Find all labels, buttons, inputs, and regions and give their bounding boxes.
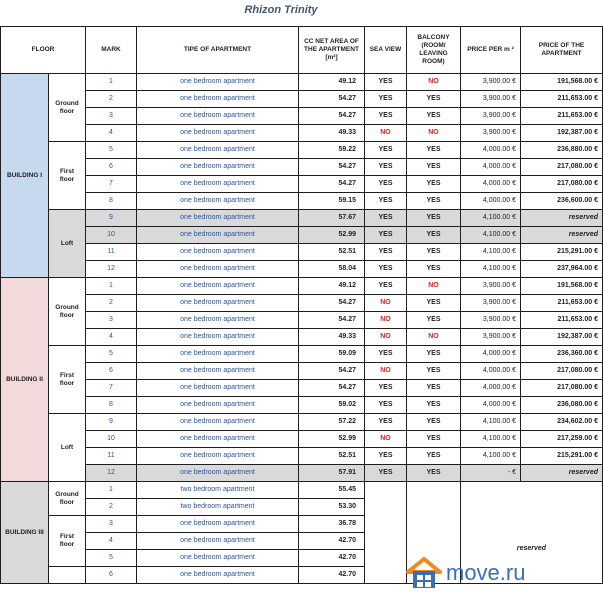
price-cell: 217,080.00 €	[521, 159, 603, 176]
price-per-m2-cell: 4,000.00 €	[461, 176, 521, 193]
table-row	[1, 295, 603, 312]
floor-label: Loft	[49, 414, 86, 482]
type-cell: one bedroom apartment	[137, 448, 299, 465]
balcony-cell: YES	[407, 108, 461, 125]
floor-label	[49, 567, 86, 584]
price-cell: 217,080.00 €	[521, 363, 603, 380]
mark-cell: 6	[86, 567, 137, 584]
area-cell: 57.91	[299, 465, 365, 482]
area-cell: 52.51	[299, 244, 365, 261]
price-cell: 217,080.00 €	[521, 176, 603, 193]
mark-cell: 4	[86, 329, 137, 346]
header-balcony: BALCONY (ROOM/ LEAVING ROOM)	[407, 27, 461, 74]
table-row	[1, 193, 603, 210]
price-per-m2-cell: 4,000.00 €	[461, 380, 521, 397]
price-cell: 192,387.00 €	[521, 329, 603, 346]
mark-cell: 1	[86, 278, 137, 295]
area-cell: 49.33	[299, 125, 365, 142]
mark-cell: 1	[86, 74, 137, 91]
type-cell: one bedroom apartment	[137, 380, 299, 397]
sea-view-cell: NO	[365, 295, 407, 312]
price-cell: 217,259.00 €	[521, 431, 603, 448]
balcony-cell: NO	[407, 329, 461, 346]
sea-view-cell: NO	[365, 329, 407, 346]
table-row	[1, 465, 603, 482]
table-row	[1, 142, 603, 159]
mark-cell: 9	[86, 210, 137, 227]
sea-view-cell: YES	[365, 414, 407, 431]
area-cell: 54.27	[299, 380, 365, 397]
mark-cell: 2	[86, 499, 137, 516]
area-cell: 54.27	[299, 159, 365, 176]
building-label: BUILDING III	[1, 482, 49, 584]
header-mark: MARK	[86, 27, 137, 74]
sea-view-cell: YES	[365, 397, 407, 414]
balcony-cell: YES	[407, 295, 461, 312]
price-per-m2-cell: 4,000.00 €	[461, 397, 521, 414]
price-cell: 215,291.00 €	[521, 244, 603, 261]
area-cell: 54.27	[299, 176, 365, 193]
mark-cell: 9	[86, 414, 137, 431]
floor-label: Ground floor	[49, 74, 86, 142]
type-cell: one bedroom apartment	[137, 193, 299, 210]
type-cell: one bedroom apartment	[137, 244, 299, 261]
mark-cell: 5	[86, 550, 137, 567]
type-cell: two bedroom apartment	[137, 499, 299, 516]
type-cell: one bedroom apartment	[137, 414, 299, 431]
balcony-cell: YES	[407, 261, 461, 278]
price-per-m2-cell: 3,900.00 €	[461, 295, 521, 312]
balcony-cell: YES	[407, 142, 461, 159]
price-cell: 236,360.00 €	[521, 346, 603, 363]
area-cell: 52.51	[299, 448, 365, 465]
table-row	[1, 176, 603, 193]
area-cell: 55.45	[299, 482, 365, 499]
price-cell: 211,653.00 €	[521, 108, 603, 125]
table-row	[1, 125, 603, 142]
mark-cell: 5	[86, 142, 137, 159]
price-cell: 234,602.00 €	[521, 414, 603, 431]
price-cell: 211,653.00 €	[521, 312, 603, 329]
sea-view-cell: YES	[365, 159, 407, 176]
balcony-cell: YES	[407, 465, 461, 482]
table-row	[1, 278, 603, 295]
table-row	[1, 210, 603, 227]
type-cell: one bedroom apartment	[137, 363, 299, 380]
area-cell: 59.09	[299, 346, 365, 363]
price-cell: 191,568.00 €	[521, 278, 603, 295]
area-cell: 52.99	[299, 227, 365, 244]
balcony-cell: YES	[407, 448, 461, 465]
mark-cell: 11	[86, 244, 137, 261]
watermark-logo	[406, 556, 556, 596]
balcony-cell: YES	[407, 227, 461, 244]
type-cell: one bedroom apartment	[137, 91, 299, 108]
table-row	[1, 448, 603, 465]
price-per-m2-cell: 3,900.00 €	[461, 108, 521, 125]
mark-cell: 6	[86, 159, 137, 176]
table-row	[1, 346, 603, 363]
type-cell: one bedroom apartment	[137, 516, 299, 533]
mark-cell: 4	[86, 125, 137, 142]
sea-view-cell: YES	[365, 227, 407, 244]
type-cell: two bedroom apartment	[137, 482, 299, 499]
floor-label: Loft	[49, 210, 86, 278]
table-row	[1, 91, 603, 108]
price-per-m2-cell: 4,100.00 €	[461, 261, 521, 278]
price-cell: 236,880.00 €	[521, 142, 603, 159]
table-row	[1, 227, 603, 244]
area-cell: 49.12	[299, 74, 365, 91]
building-label: BUILDING II	[1, 278, 49, 482]
mark-cell: 4	[86, 533, 137, 550]
mark-cell: 5	[86, 346, 137, 363]
price-per-m2-cell: 4,100.00 €	[461, 431, 521, 448]
mark-cell: 2	[86, 295, 137, 312]
price-per-m2-cell: 4,100.00 €	[461, 414, 521, 431]
type-cell: one bedroom apartment	[137, 176, 299, 193]
sea-view-cell: YES	[365, 346, 407, 363]
table-body	[1, 74, 603, 584]
sea-view-cell: YES	[365, 244, 407, 261]
balcony-cell: YES	[407, 91, 461, 108]
area-cell: 59.02	[299, 397, 365, 414]
sea-view-cell: NO	[365, 312, 407, 329]
balcony-cell: NO	[407, 74, 461, 91]
table-row	[1, 159, 603, 176]
floor-label: Ground floor	[49, 482, 86, 516]
floor-label: Ground floor	[49, 278, 86, 346]
type-cell: one bedroom apartment	[137, 142, 299, 159]
floor-label: First floor	[49, 142, 86, 210]
document-title: Rhizon Trinity	[244, 4, 318, 16]
type-cell: one bedroom apartment	[137, 295, 299, 312]
sea-view-cell: YES	[365, 91, 407, 108]
price-cell: 191,568.00 €	[521, 74, 603, 91]
mark-cell: 10	[86, 431, 137, 448]
table-row	[1, 108, 603, 125]
price-cell: reserved	[521, 210, 603, 227]
price-cell: reserved	[521, 227, 603, 244]
table-row	[1, 312, 603, 329]
sea-view-cell: YES	[365, 261, 407, 278]
type-cell: one bedroom apartment	[137, 210, 299, 227]
price-per-m2-cell: 3,900.00 €	[461, 125, 521, 142]
balcony-cell: YES	[407, 210, 461, 227]
type-cell: one bedroom apartment	[137, 329, 299, 346]
area-cell: 54.27	[299, 91, 365, 108]
mark-cell: 6	[86, 363, 137, 380]
balcony-cell: YES	[407, 159, 461, 176]
price-per-m2-cell: 4,100.00 €	[461, 448, 521, 465]
table-row	[1, 380, 603, 397]
mark-cell: 8	[86, 397, 137, 414]
floor-label: First floor	[49, 516, 86, 567]
table-row	[1, 397, 603, 414]
table-row	[1, 74, 603, 91]
price-per-m2-cell: 3,900.00 €	[461, 278, 521, 295]
sea-view-cell: YES	[365, 465, 407, 482]
type-cell: one bedroom apartment	[137, 108, 299, 125]
header-price-per-m2: PRICE PER m ²	[461, 27, 521, 74]
price-cell: reserved	[521, 465, 603, 482]
price-per-m2-cell: - €	[461, 465, 521, 482]
area-cell: 59.22	[299, 142, 365, 159]
price-cell: 217,080.00 €	[521, 380, 603, 397]
price-per-m2-cell: 3,900.00 €	[461, 329, 521, 346]
type-cell: one bedroom apartment	[137, 278, 299, 295]
area-cell: 57.67	[299, 210, 365, 227]
type-cell: one bedroom apartment	[137, 533, 299, 550]
header-price: PRICE OF THE APARTMENT	[521, 27, 603, 74]
watermark-text: move.ru	[446, 560, 526, 585]
mark-cell: 3	[86, 312, 137, 329]
floor-label: First floor	[49, 346, 86, 414]
type-cell: one bedroom apartment	[137, 74, 299, 91]
balcony-cell: YES	[407, 176, 461, 193]
price-cell: 237,964.00 €	[521, 261, 603, 278]
header-type: TIPE OF APARTMENT	[137, 27, 299, 74]
price-per-m2-cell: 4,000.00 €	[461, 346, 521, 363]
area-cell: 49.12	[299, 278, 365, 295]
reserved-cell: reserved	[461, 482, 603, 584]
house-icon	[406, 556, 442, 590]
table-row	[1, 431, 603, 448]
price-per-m2-cell: 3,900.00 €	[461, 91, 521, 108]
type-cell: one bedroom apartment	[137, 159, 299, 176]
area-cell: 54.27	[299, 312, 365, 329]
mark-cell: 3	[86, 516, 137, 533]
sea-view-cell: YES	[365, 380, 407, 397]
sea-view-cell: YES	[365, 210, 407, 227]
table-row	[1, 414, 603, 431]
price-per-m2-cell: 4,000.00 €	[461, 142, 521, 159]
mark-cell: 7	[86, 176, 137, 193]
balcony-cell: YES	[407, 193, 461, 210]
mark-cell: 2	[86, 91, 137, 108]
price-per-m2-cell: 4,000.00 €	[461, 363, 521, 380]
sea-view-cell: YES	[365, 193, 407, 210]
area-cell: 42.70	[299, 567, 365, 584]
type-cell: one bedroom apartment	[137, 346, 299, 363]
balcony-cell: YES	[407, 397, 461, 414]
price-table	[0, 26, 603, 584]
price-cell: 211,653.00 €	[521, 295, 603, 312]
price-per-m2-cell: 4,100.00 €	[461, 227, 521, 244]
balcony-cell: YES	[407, 414, 461, 431]
mark-cell: 11	[86, 448, 137, 465]
table-row	[1, 329, 603, 346]
mark-cell: 12	[86, 261, 137, 278]
balcony-cell: YES	[407, 244, 461, 261]
area-cell: 54.27	[299, 108, 365, 125]
price-per-m2-cell: 3,900.00 €	[461, 74, 521, 91]
area-cell: 59.15	[299, 193, 365, 210]
balcony-cell: YES	[407, 380, 461, 397]
sea-view-cell	[365, 482, 407, 584]
price-per-m2-cell: 3,900.00 €	[461, 312, 521, 329]
price-cell: 236,600.00 €	[521, 193, 603, 210]
area-cell: 58.04	[299, 261, 365, 278]
price-cell: 236,080.00 €	[521, 397, 603, 414]
balcony-cell: YES	[407, 346, 461, 363]
type-cell: one bedroom apartment	[137, 397, 299, 414]
mark-cell: 1	[86, 482, 137, 499]
sea-view-cell: YES	[365, 448, 407, 465]
area-cell: 54.27	[299, 363, 365, 380]
area-cell: 52.99	[299, 431, 365, 448]
sea-view-cell: NO	[365, 431, 407, 448]
balcony-cell: YES	[407, 363, 461, 380]
balcony-cell: YES	[407, 312, 461, 329]
table-row	[1, 482, 603, 499]
header-sea-view: SEA VIEW	[365, 27, 407, 74]
balcony-cell: NO	[407, 278, 461, 295]
sea-view-cell: YES	[365, 278, 407, 295]
header-floor: FLOOR	[1, 27, 86, 74]
area-cell: 49.33	[299, 329, 365, 346]
sea-view-cell: YES	[365, 108, 407, 125]
price-cell: 215,291.00 €	[521, 448, 603, 465]
balcony-cell: NO	[407, 125, 461, 142]
area-cell: 53.30	[299, 499, 365, 516]
type-cell: one bedroom apartment	[137, 431, 299, 448]
table-row	[1, 363, 603, 380]
table-row	[1, 261, 603, 278]
sea-view-cell: YES	[365, 74, 407, 91]
sea-view-cell: NO	[365, 125, 407, 142]
price-per-m2-cell: 4,000.00 €	[461, 193, 521, 210]
type-cell: one bedroom apartment	[137, 261, 299, 278]
mark-cell: 8	[86, 193, 137, 210]
area-cell: 36.78	[299, 516, 365, 533]
mark-cell: 3	[86, 108, 137, 125]
sea-view-cell: YES	[365, 142, 407, 159]
price-per-m2-cell: 4,100.00 €	[461, 210, 521, 227]
mark-cell: 12	[86, 465, 137, 482]
mark-cell: 10	[86, 227, 137, 244]
table-row	[1, 244, 603, 261]
type-cell: one bedroom apartment	[137, 550, 299, 567]
type-cell: one bedroom apartment	[137, 312, 299, 329]
sea-view-cell: YES	[365, 176, 407, 193]
area-cell: 42.70	[299, 550, 365, 567]
area-cell: 42.70	[299, 533, 365, 550]
type-cell: one bedroom apartment	[137, 125, 299, 142]
type-cell: one bedroom apartment	[137, 567, 299, 584]
price-per-m2-cell: 4,000.00 €	[461, 159, 521, 176]
sea-view-cell: NO	[365, 363, 407, 380]
area-cell: 57.22	[299, 414, 365, 431]
mark-cell: 7	[86, 380, 137, 397]
building-label: BUILDING I	[1, 74, 49, 278]
price-cell: 211,653.00 €	[521, 91, 603, 108]
price-per-m2-cell: 4,100.00 €	[461, 244, 521, 261]
type-cell: one bedroom apartment	[137, 465, 299, 482]
table-header-row	[1, 27, 603, 74]
type-cell: one bedroom apartment	[137, 227, 299, 244]
area-cell: 54.27	[299, 295, 365, 312]
price-cell: 192,387.00 €	[521, 125, 603, 142]
balcony-cell: YES	[407, 431, 461, 448]
header-area: CC NET AREA OF THE APARTMENT [m²]	[299, 27, 365, 74]
